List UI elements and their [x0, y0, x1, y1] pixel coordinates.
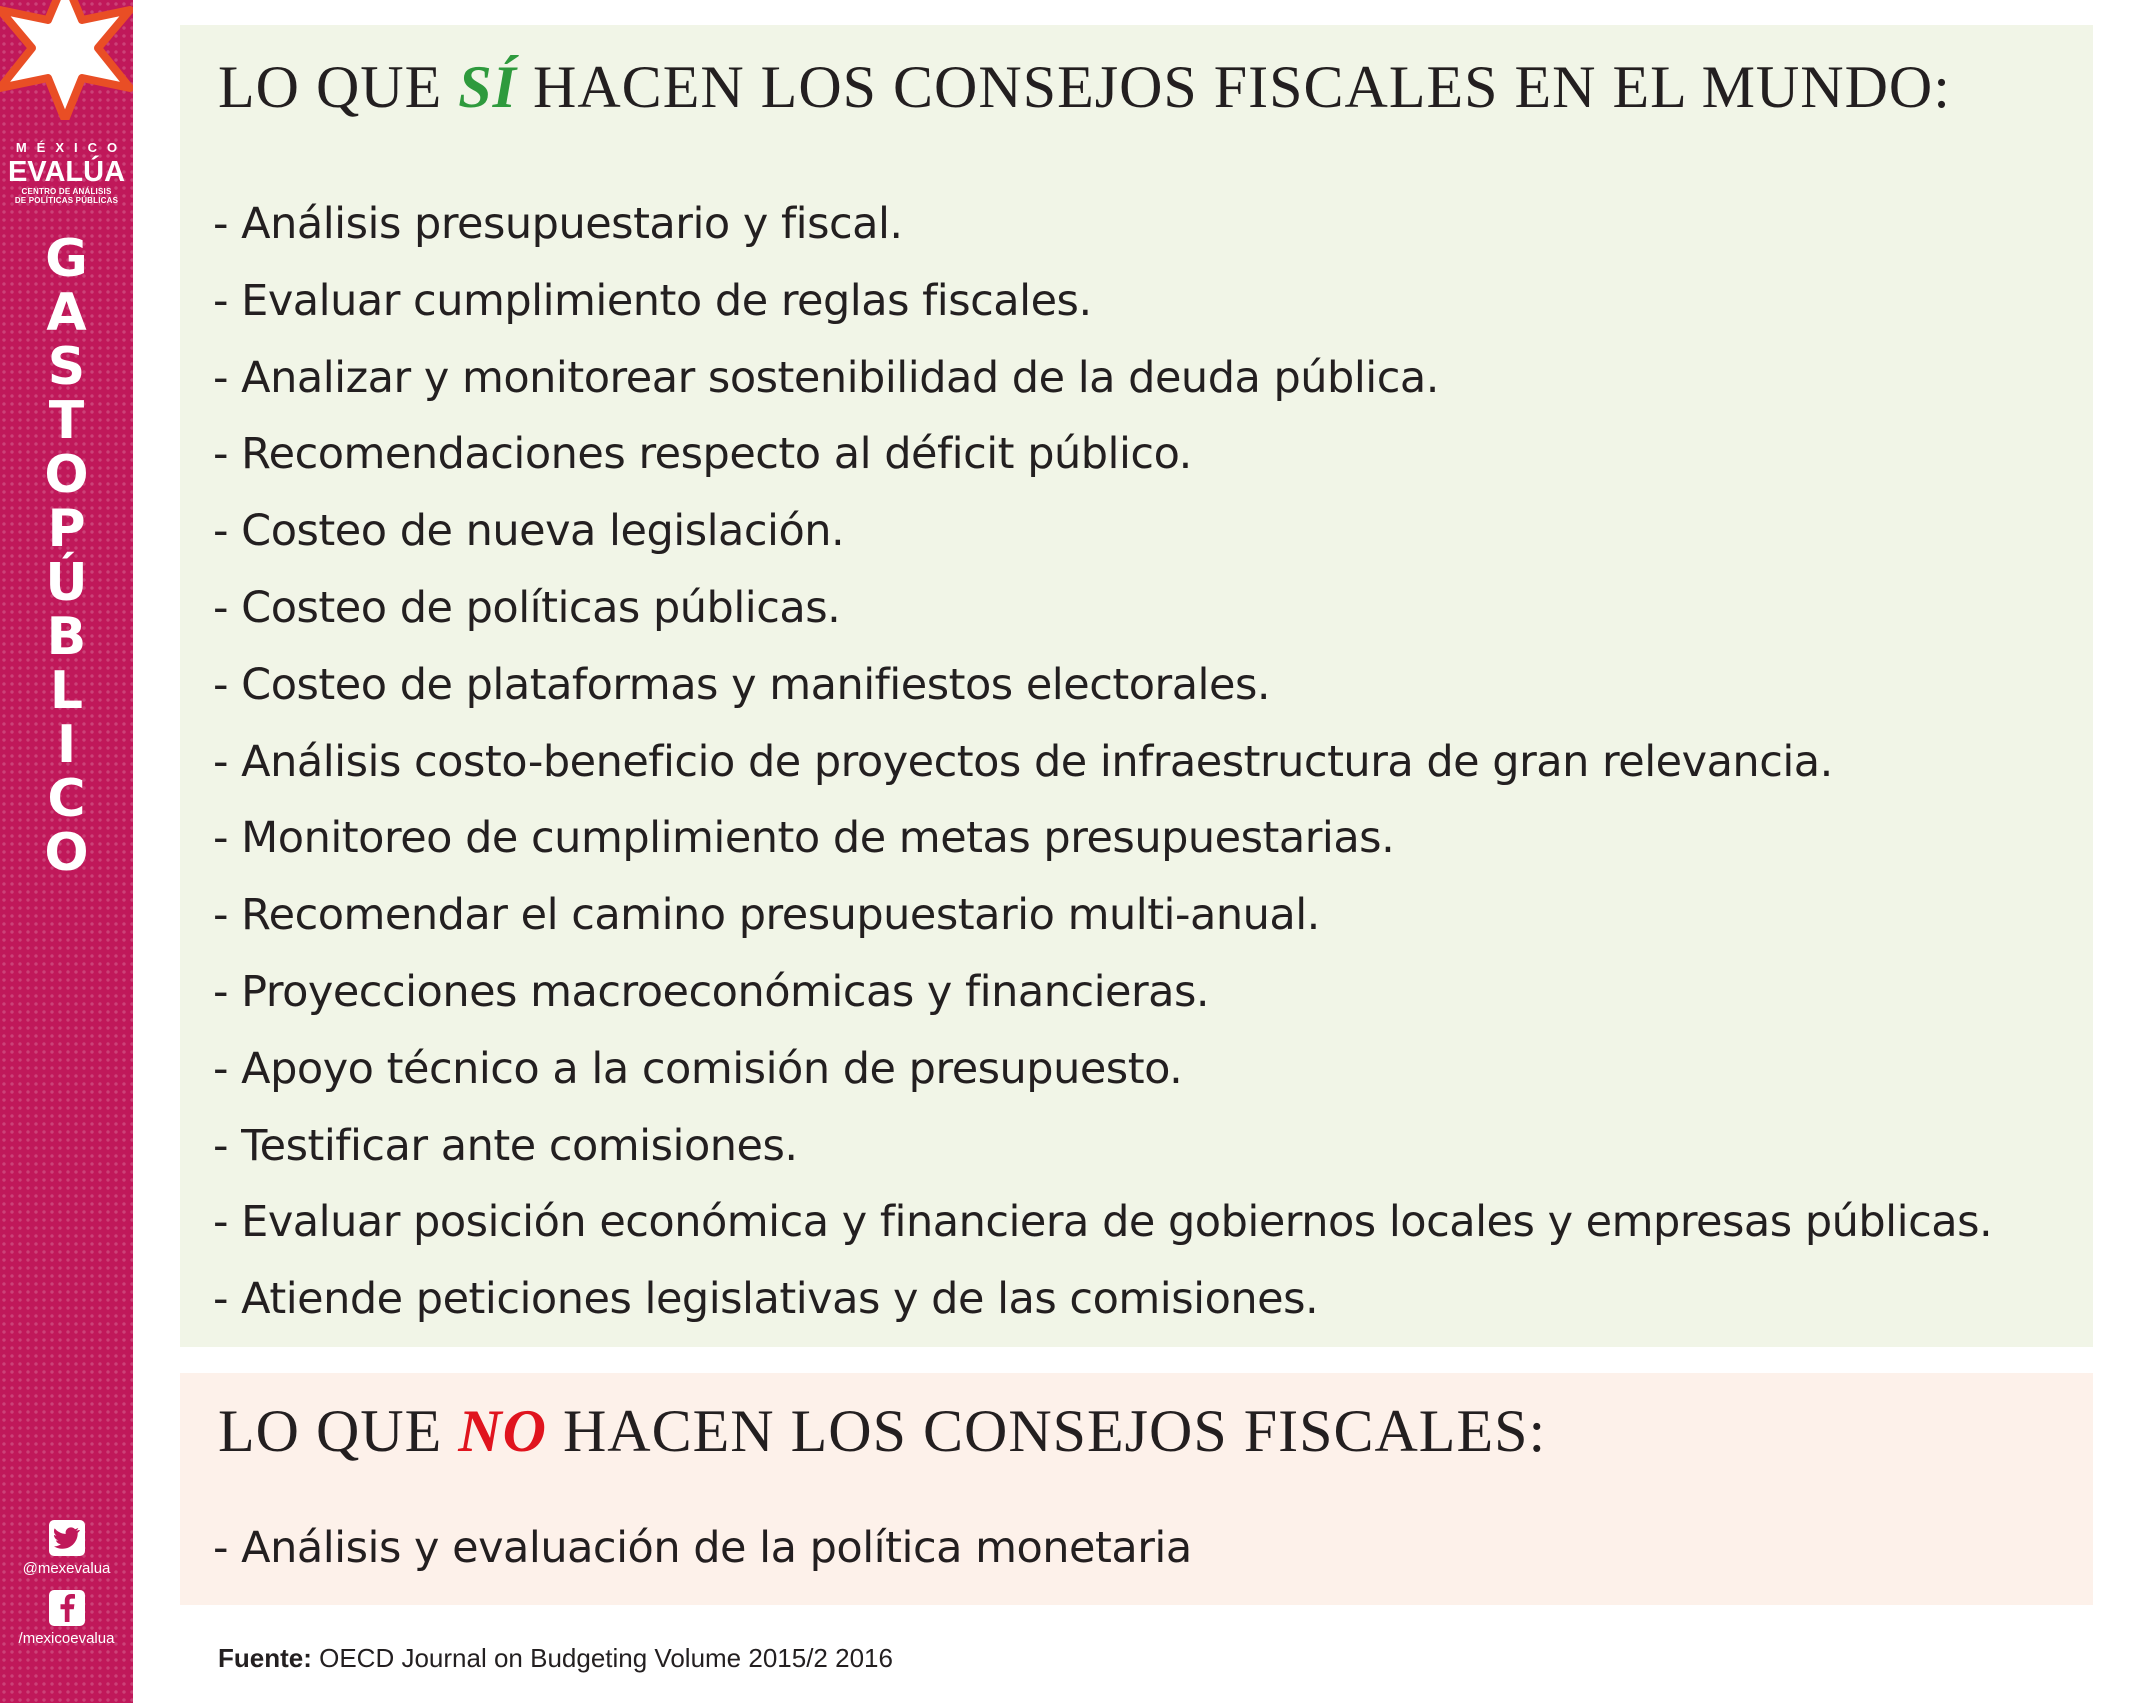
brand-name: EVALÚA — [7, 156, 126, 188]
list-item: - Monitoreo de cumplimiento de metas presupuestarias. — [213, 813, 1395, 864]
twitter-handle: @mexevalua — [22, 1560, 111, 1577]
panel-what-councils-do — [180, 25, 2093, 1347]
heading-accent-no: NO — [458, 1398, 547, 1464]
list-item: - Análisis y evaluación de la política monetaria — [213, 1523, 1192, 1573]
vertical-title-letter: T — [48, 391, 85, 451]
list-item: - Evaluar posición económica y financiera de gobiernos locales y empresas públicas. — [213, 1197, 1993, 1248]
facebook-link[interactable] — [0, 1590, 133, 1647]
brand-logo — [0, 140, 133, 205]
vertical-title-letter: A — [46, 283, 87, 343]
twitter-icon — [49, 1520, 85, 1556]
source-label: Fuente: — [218, 1643, 312, 1673]
brand-subtitle-2: DE POLÍTICAS PÚBLICAS — [14, 196, 119, 205]
vertical-title-letter: G — [45, 229, 88, 289]
panel-yes-heading — [218, 53, 1951, 122]
list-item: - Evaluar cumplimiento de reglas fiscales. — [213, 275, 1092, 326]
list-item: - Costeo de políticas públicas. — [213, 582, 841, 633]
heading-prefix: LO QUE — [218, 1398, 459, 1464]
list-item: - Costeo de nueva legislación. — [213, 506, 845, 557]
heading-prefix: LO QUE — [218, 54, 459, 120]
list-item: - Recomendaciones respecto al déficit público. — [213, 429, 1192, 480]
list-item: - Recomendar el camino presupuestario multi-anual. — [213, 890, 1320, 941]
source-text: OECD Journal on Budgeting Volume 2015/2 2016 — [311, 1643, 893, 1673]
brand-subtitle-1: CENTRO DE ANÁLISIS — [21, 187, 112, 196]
panel-no-heading — [218, 1397, 1546, 1466]
heading-accent-yes: SÍ — [458, 54, 518, 120]
star-logo-icon — [0, 0, 133, 120]
source-citation — [218, 1643, 893, 1674]
list-item: - Análisis costo-beneficio de proyectos de infraestructura de gran relevancia. — [213, 736, 1833, 787]
vertical-title-letter: O — [44, 445, 89, 505]
vertical-title — [0, 229, 133, 883]
vertical-title-letter: C — [47, 769, 86, 829]
vertical-title-letter: O — [44, 823, 89, 883]
yes-list — [213, 186, 1992, 1338]
no-list — [213, 1510, 1192, 1586]
panel-what-councils-dont-do — [180, 1373, 2093, 1605]
vertical-title-letter: L — [49, 661, 84, 721]
heading-suffix: HACEN LOS CONSEJOS FISCALES: — [546, 1398, 1547, 1464]
list-item: - Testificar ante comisiones. — [213, 1120, 798, 1171]
list-item: - Analizar y monitorear sostenibilidad de la deuda pública. — [213, 352, 1439, 403]
facebook-handle: /mexicoevalua — [18, 1630, 115, 1647]
vertical-title-letter: S — [47, 337, 86, 397]
list-item: - Análisis presupuestario y fiscal. — [213, 199, 903, 249]
list-item: - Atiende peticiones legislativas y de las comisiones. — [213, 1274, 1319, 1325]
brand-country: MÉXICO — [15, 140, 128, 155]
vertical-title-letter: P — [47, 499, 86, 559]
sidebar — [0, 0, 133, 1703]
list-item: - Proyecciones macroeconómicas y financieras. — [213, 966, 1210, 1017]
vertical-title-letter: Ú — [45, 553, 88, 613]
heading-suffix: HACEN LOS CONSEJOS FISCALES EN EL MUNDO: — [517, 54, 1951, 120]
facebook-icon — [49, 1590, 85, 1626]
list-item: - Apoyo técnico a la comisión de presupuesto. — [213, 1043, 1183, 1094]
list-item: - Costeo de plataformas y manifiestos electorales. — [213, 659, 1271, 710]
vertical-title-letter: I — [56, 715, 77, 775]
vertical-title-letter: B — [46, 607, 87, 667]
twitter-link[interactable] — [0, 1520, 133, 1577]
